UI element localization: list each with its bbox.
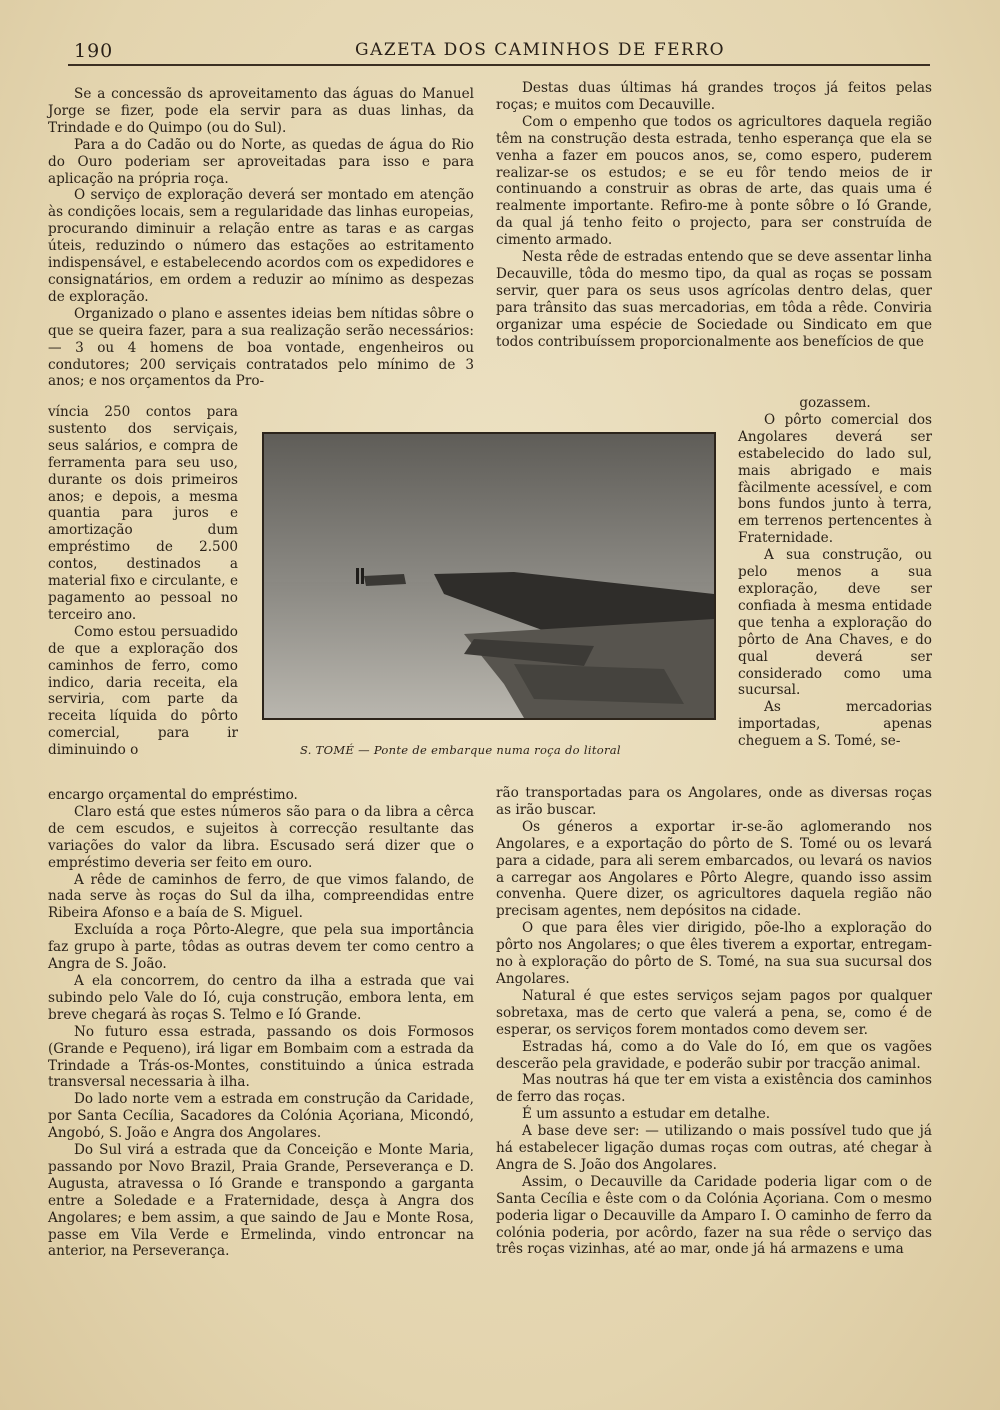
paragraph: A sua construção, ou pelo menos a sua exploração, deve ser confiada à mesma entidade que tenha a exploração do pôrto de Ana Chaves, e do qual deverá ser considerado como uma sucursal. (738, 547, 932, 699)
paragraph: Do Sul virá a estrada que da Conceição e Monte Maria, passando por Novo Brazil, Praia Grande, Perseverança e D. Augusta, atravessa o Ió Grande e transpondo a garganta entre a Soledade e a Fraternidade, desça à Angra dos Angolares; e bem assim, a que saindo de Jau e Monte Rosa, passe em Vila Verde e Ermelinda, vindo entroncar na anterior, na Perseverança. (48, 1142, 474, 1260)
paragraph: As mercadorias importadas, apenas cheguem a S. Tomé, se- (738, 699, 932, 750)
paragraph: Nesta rêde de estradas entendo que se deve assentar linha Decauville, tôda do mesmo tipo, da qual as roças se possam servir, quer para os seus usos agrícolas dentro delas, quer para trânsito das suas mercadorias, em tôda a rêde. Conviria organizar uma espécie de Sociedade ou Sindicato em que todos contribuíssem proporcionalmente aos benefícios de que (496, 249, 932, 350)
paragraph: Natural é que estes serviços sejam pagos por qualquer sobretaxa, mas de certo que valerá a pena, se, como é de esperar, os serviços forem montados como devem ser. (496, 987, 932, 1038)
column-right-narrow (738, 395, 932, 750)
header-rule (68, 64, 930, 66)
paragraph: O pôrto comercial dos Angolares deverá ser estabelecido do lado sul, mais abrigado e mais fàcilmente acessível, e com bons fundos junto à terra, em terrenos pertencentes à Fraternidade. (738, 411, 932, 547)
paragraph: Assim, o Decauville da Caridade poderia ligar com o de Santa Cecília e êste com o da Colónia Açoriana. Com o mesmo poderia ligar o Decauville da Amparo I. O caminho de ferro da colónia poderia, por acôrdo, fazer na sua rêde o serviço das três roças vizinhas, até ao mar, onde já há armazens e uma (496, 1173, 932, 1258)
paragraph: Mas noutras há que ter em vista a existência dos caminhos de ferro das roças. (496, 1072, 932, 1106)
pier-photo-image (264, 434, 714, 718)
paragraph: Claro está que estes números são para o da libra a cêrca de cem escudos, e sujeitos à correcção resultante das variações do valor da libra. Escusado será dizer que o empréstimo deveria ser feito em ouro. (48, 803, 474, 871)
paragraph: Excluída a roça Pôrto-Alegre, que pela sua importância faz grupo à parte, tôdas as outras devem ter como centro a Angra de S. João. (48, 922, 474, 973)
paragraph: Estradas há, como a do Vale do Ió, em que os vagões descerão pela gravidade, e poderão subir por tracção animal. (496, 1038, 932, 1072)
paragraph: É um assunto a estudar em detalhe. (522, 1106, 771, 1123)
paragraph: encargo orçamental do empréstimo. (48, 787, 298, 803)
photo-caption: S. TOMÉ — Ponte de embarque numa roça do litoral (300, 743, 621, 757)
paragraph: Para a do Cadão ou do Norte, as quedas de água do Rio do Ouro poderiam ser aproveitadas para isso e para aplicação na própria roça. (48, 136, 474, 187)
paragraph: O serviço de exploração deverá ser montado em atenção às condições locais, sem a regularidade das linhas europeias, procurando diminuir a relação entre as taras e as cargas úteis, reduzindo o número das estações ao estritamento indispensável, e estabelecendo acordos com os expedidores e consignatários, em ordem a reduzir ao mínimo as despezas de exploração. (48, 187, 474, 305)
paragraph: Do lado norte vem a estrada em construção da Caridade, por Santa Cecília, Sacadores da Colónia Açoriana, Micondó, Angobó, S. João e Angra dos Angolares. (48, 1091, 474, 1142)
paragraph: Se a concessão ds aproveitamento das águas do Manuel Jorge se fizer, pode ela servir para as duas linhas, da Trindade e do Quimpo (ou do Sul). (48, 86, 474, 136)
pier-photograph (262, 432, 716, 720)
column-left-top (48, 86, 474, 390)
paragraph: A ela concorrem, do centro da ilha a estrada que vai subindo pelo Vale do Ió, cuja construção, embora lenta, em breve chegará às roças S. Telmo e Ió Grande. (48, 972, 474, 1023)
paragraph: Com o empenho que todos os agricultores daquela região têm na construção desta estrada, tenho esperança que ela se venha a fazer em poucos anos, se, como espero, puderem realizar-se os estudos; e se eu fôr tendo meios de ir continuando a construir as obras de arte, das quais uma é realmente importante. Refiro-me à ponte sôbre o Ió Grande, da qual já tenho feito o projecto, para ser construída de cimento armado. (496, 113, 932, 249)
column-left-narrow (48, 404, 238, 759)
paragraph: Como estou persuadido de que a exploração dos caminhos de ferro, como indico, daria receita, ela serviria, com parte da receita líquida do pôrto comercial, para ir diminuindo o (48, 623, 238, 759)
column-right-bottom (496, 785, 932, 1258)
paragraph: Os géneros a exportar ir-se-ão aglomerando nos Angolares, e a exportação do pôrto de S. Tomé ou os levará para a cidade, para ali serem embarcados, ou levará os navios a carregar aos Angolares e Pôrto Alegre, quando isso assim convenha. Quere dizer, os agricultores daquela região não precisam agentes, nem depósitos na cidade. (496, 818, 932, 920)
paragraph: Destas duas últimas há grandes troços já feitos pelas roças; e muitos com Decauville. (496, 80, 932, 113)
paragraph: A rêde de caminhos de ferro, de que vimos falando, de nada serve às roças do Sul da ilha, compreendidas entre Ribeira Afonso e a baía de S. Miguel. (48, 871, 474, 922)
paragraph: O que para êles vier dirigido, põe-lho a exploração do pôrto nos Angolares; o que êles tiverem a exportar, entregam-no à exploração do pôrto de S. Tomé, na sua sua sucursal dos Angolares. (496, 920, 932, 987)
column-left-bottom (48, 787, 474, 1260)
paragraph: rão transportadas para os Angolares, onde as diversas roças as irão buscar. (496, 785, 932, 818)
paragraph: gozassem. (799, 395, 871, 411)
paragraph: A base deve ser: — utilizando o mais possível tudo que já há estabelecer ligação dumas roças com outras, até chegar à Angra de S. João dos Angolares. (496, 1123, 932, 1173)
running-title: GAZETA DOS CAMINHOS DE FERRO (355, 40, 726, 60)
column-right-top (496, 80, 932, 351)
paragraph: víncia 250 contos para sustento dos serviçais, seus salários, e compra de ferramenta para seu uso, durante os dois primeiros anos; e depois, a mesma quantia para juros e amortização dum empréstimo de 2.500 contos, destinados a material fixo e circulante, e pagamento ao pessoal no terceiro ano. (48, 404, 238, 623)
paragraph: Organizado o plano e assentes ideias bem nítidas sôbre o que se queira fazer, para a sua realização serão necessários: — 3 ou 4 homens de boa vontade, engenheiros ou condutores; 200 serviçais contratados pelo mínimo de 3 anos; e nos orçamentos da Pro- (48, 305, 474, 390)
page-number: 190 (74, 40, 114, 62)
paragraph: No futuro essa estrada, passando os dois Formosos (Grande e Pequeno), irá ligar em Bombaim com a estrada da Trindade a Trás-os-Montes, constituindo a única estrada transversal necessaria à ilha. (48, 1023, 474, 1091)
